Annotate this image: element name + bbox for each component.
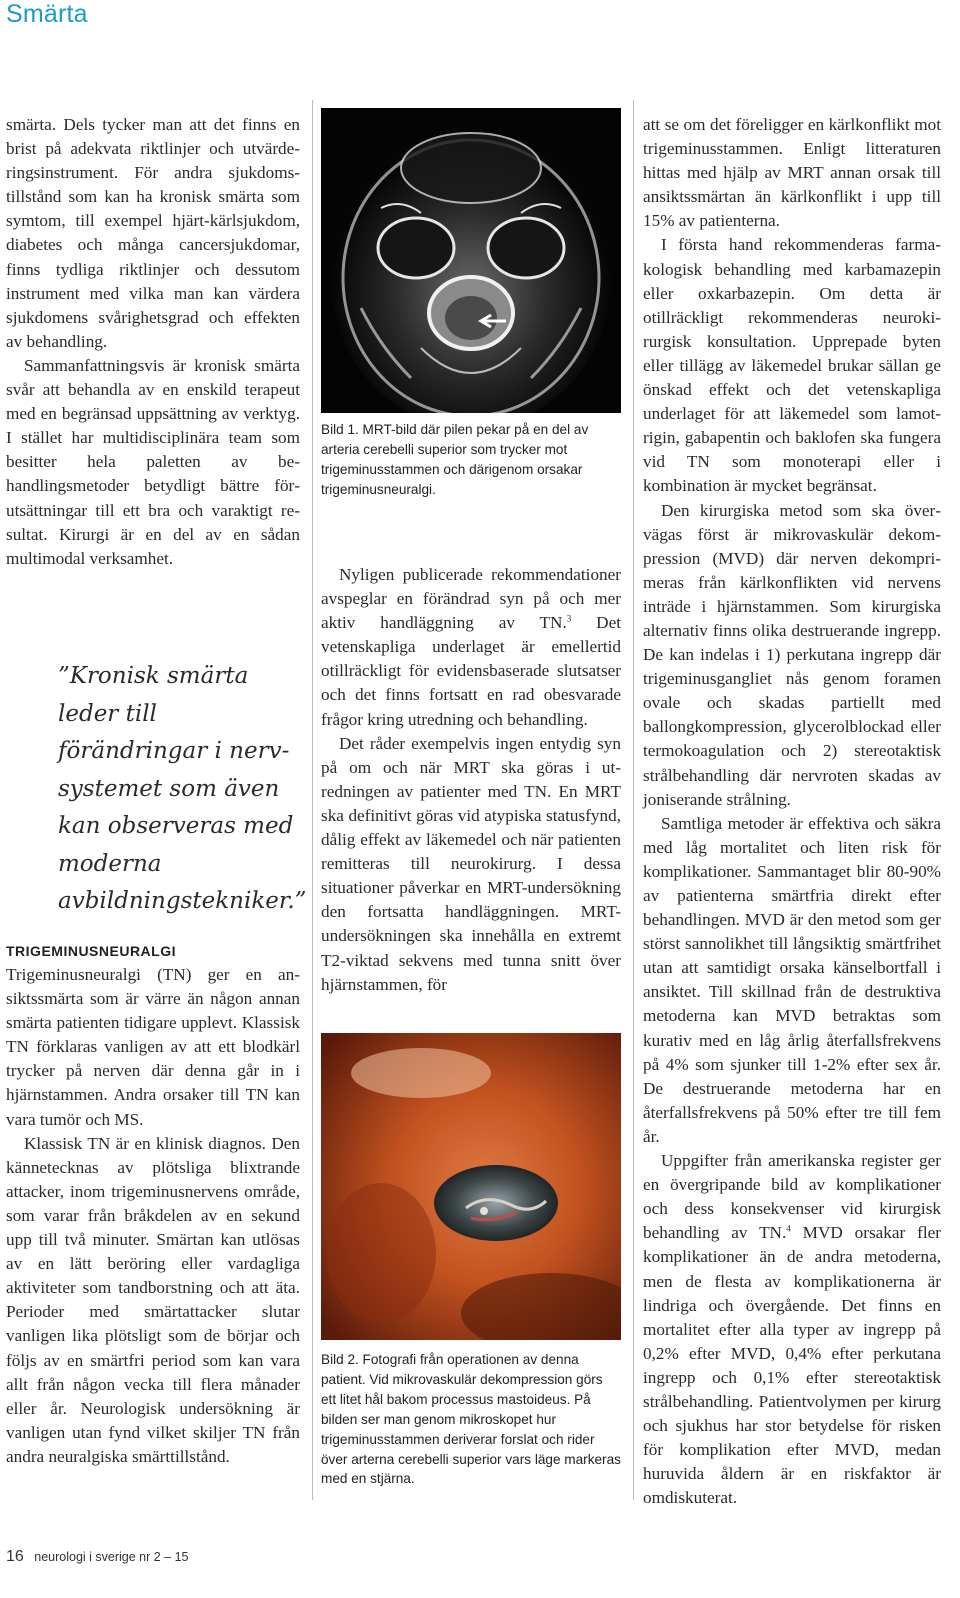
text-run: MVD orsakar fler komplikationer än de andra metoderna, men de flesta av komplikationerna är lindriga och övergående. Det finns en mortalitet efter alla typer av ingrepp på 0,2% efter MVD, 0,4% efter perkutana ingrepp och 0,1% efter stereotaktisk strålbehandling. Patientvolymen per kirurg och sjukhus har stor betydelse för risken för komplikation efter MVD, medan huruvida åldern är en riskfaktor är omdiskuterat. bbox=[643, 1223, 941, 1508]
paragraph: Samtliga metoder är effektiva och säkra med låg mortalitet och liten risk för komplikationer. Sammantaget blir 80-90% av patienterna smärtfria direkt efter behandlingen. MVD är den metod som ger störst sannolikhet till långsiktig smärtfrihet utan att samtidigt orsaka känselbortfall i ansiktet. Till skillnad från de destruktiva metoderna kan MVD betraktas som kurativ med en låg årlig återfallsfrekvens på 4% som sjunker till 1-2% efter sex år. De destruerande metoderna har en återfallsfrekvens på 50% efter tre till fem år. bbox=[643, 813, 941, 1146]
paragraph bbox=[643, 1149, 941, 1510]
section-subheading: TRIGEMINUSNEURALGI bbox=[6, 943, 176, 959]
column-divider bbox=[633, 100, 634, 1500]
paragraph: Klassisk TN är en klinisk diagnos. Den kännetecknas av plötsliga blixtrande attacker, inom trigeminusnervens område, som varar från bråkdelen av en sekund upp till två minuter. Smärtan kan utlösas av en lätt beröring eller vardagliga aktiviteter som tandborstning och att äta. Perioder med smärtattacker slutar vanligen lika plötsligt som de börjar och följs av en smärtfri period som kan vara allt från någon vecka till flera månader eller år. Neurologisk undersökning är vanligen utan fynd vilket skiljer TN från andra neuralgiska smärttillstånd. bbox=[6, 1133, 300, 1466]
paragraph: Trigeminusneuralgi (TN) ger en ansiktssmärta som är värre än någon annan smärta patienten tidigare upplevt. Klassisk TN förklaras vanligen av att ett blodkärl trycker på nerven där denna går in i hjärnstammen. Andra orsaker till TN kan vara tumör och MS. bbox=[6, 965, 300, 1129]
mri-image bbox=[321, 108, 621, 413]
paragraph: smärta. Dels tycker man att det finns en brist på adekvata riktlinjer och utvärderingsinstrument. För andra sjukdomstillstånd som kan ha kronisk smärta som symtom, till exempel hjärt-kärlsjukdom, diabetes och många cancersjukdomar, finns tydliga riktlinjer och dessutom instrument med vilka man kan värdera sjukdomens svårighetsgrad och effekten av behandling. bbox=[6, 115, 300, 351]
text-run: Uppgifter från amerikanska register ger en övergripande bild av komplikationer och dess konsekvenser vid kirurgisk behandling av TN. bbox=[643, 1151, 941, 1243]
paragraph: I första hand rekommenderas farmakologisk behandling med karbamazepin eller oxkarbazepin. Om detta är otillräckligt rekommenderas neurokirurgisk konsultation. Upprepade byten eller tillägg av läkemedel brukar sällan ge önskad effekt och det vetenskapliga underlaget för att läkemedel som lamotrigin, gabapentin och baklofen ska fungera vid TN som monoterapi eller i kombination är mycket begränsat. bbox=[643, 235, 941, 496]
reference-number: 3 bbox=[566, 613, 572, 624]
paragraph: Det råder exempelvis ingen entydig syn på om och när MRT ska göras i utredningen av patienter med TN. En MRT ska definitivt göras vid atypiska statusfynd, dålig effekt av läkemedel och när patienten remitteras till neurokirurg. I dessa situationer påverkar en MRT-undersökning den fortsatta handläggningen. MRT-undersökningen ska innehålla en extremt T2-viktad sekvens med tunna snitt över hjärnstammen, för bbox=[321, 733, 621, 994]
column-divider bbox=[312, 100, 313, 1500]
page-footer bbox=[6, 1548, 189, 1566]
pull-quote: ”Kronisk smärta leder till förändringar i nervsystemet som även kan observeras med moderna avbildningstekniker.” bbox=[58, 663, 307, 914]
paragraph: Den kirurgiska metod som ska övervägas först är mikrovaskulär dekompression (MVD) där nerven dekomprimeras från kärlkonflikten vid nervens inträde i hjärnstammen. Som kirurgiska alternativ finns olika destruerande ingrepp. De kan indelas i 1) perkutana ingrepp där trigeminusgangliet nås genom foramen ovale och skadas partiellt med ballongkompression, glycerolblockad eller termokoagulation och 2) stereotaktisk strålbehandling där nervroten skadas av joniserande strålning. bbox=[643, 500, 941, 809]
section-title: Smärta bbox=[6, 0, 88, 28]
left-column-section bbox=[6, 963, 300, 1469]
right-column-text bbox=[643, 113, 941, 1510]
paragraph: Sammanfattningsvis är kronisk smärta svår att behandla av en enskild terapeut med en begränsad uppsättning av verktyg. I stället har multidisciplinära team som besitter hela paletten av behandlingsmetoder betydligt bättre förutsättningar till ett bra och varaktigt resultat. Kirurgi är en del av en sådan multimodal verksamhet. bbox=[6, 355, 300, 568]
page-number: 16 bbox=[6, 1548, 24, 1565]
figure-2-caption: Bild 2. Fotografi från operationen av denna patient. Vid mikrovaskulär dekompression görs ett litet hål bakom processus mastoideus. På bilden ser man genom mikroskopet hur trigeminusstammen deriverar forslat och rider över arterna cerebelli superior vars läge markeras med en stjärna. bbox=[321, 1352, 621, 1487]
reference-number: 4 bbox=[786, 1223, 791, 1234]
text-run: Nyligen publicerade rekommendationer avspeglar en förändrad syn på och mer aktiv handläggning av TN. bbox=[321, 565, 621, 633]
left-column-intro bbox=[6, 113, 300, 571]
journal-name: neurologi i sverige nr 2 – 15 bbox=[34, 1550, 189, 1564]
text-run: Det vetenskapliga underlaget är emellertid otillräckligt för evidensbaserade slutsatser och det finns fortsatt en rad obesvarade frågor kring utredning och behandling. bbox=[321, 613, 621, 729]
figure-1-caption: Bild 1. MRT-bild där pilen pekar på en del av arteria cerebelli superior som trycker mot trigeminusstammen och därigenom orsakar trigeminusneuralgi. bbox=[321, 422, 589, 497]
paragraph: att se om det föreligger en kärlkonflikt mot trigeminusstammen. Enligt litteraturen hittas med hjälp av MRT annan orsak till ansiktssmärtan än kärlkonflikt i upp till 15% av patienterna. bbox=[643, 115, 941, 231]
paragraph bbox=[321, 563, 621, 732]
surgery-photo bbox=[321, 1033, 621, 1340]
middle-column-text bbox=[321, 563, 621, 997]
